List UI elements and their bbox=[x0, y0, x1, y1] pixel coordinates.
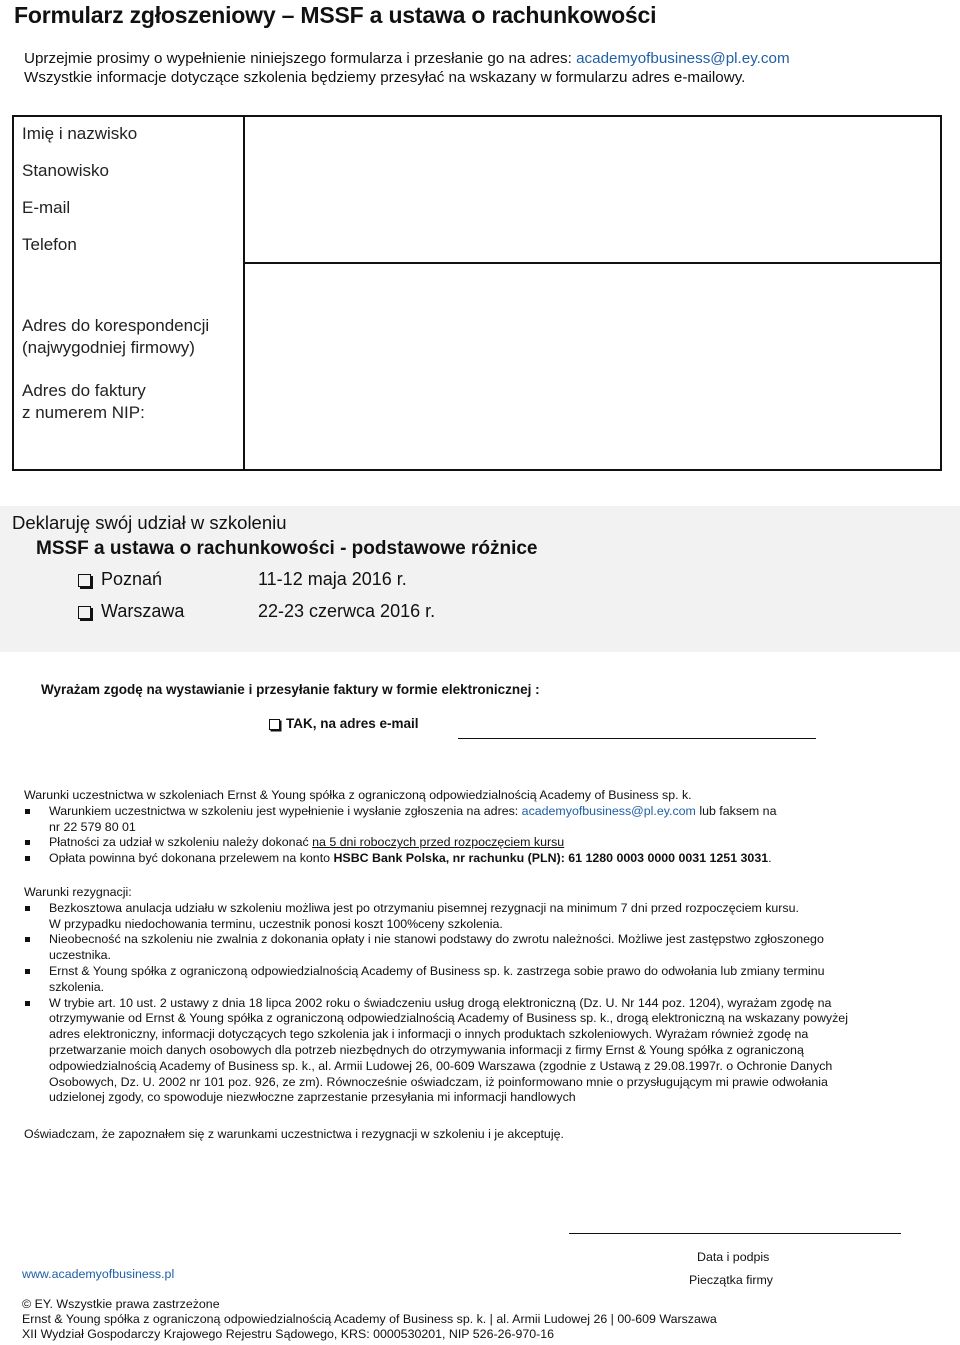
participation-declaration bbox=[0, 506, 960, 652]
checkbox-poznan[interactable] bbox=[78, 574, 91, 587]
address-field[interactable] bbox=[245, 264, 942, 469]
position-field[interactable] bbox=[245, 153, 942, 189]
option-poznan[interactable]: Poznań 11-12 maja 2016 r. bbox=[78, 569, 162, 590]
position-label: Stanowisko bbox=[22, 161, 109, 180]
cancellation-item: Bezkosztowa anulacja udziału w szkoleniu możliwa jest po otrzymaniu pisemnej rezygnacji na minimum 7 dni przed rozpoczęciem kursu. W przypadku niedochowania terminu, uczestnik ponosi koszt 100%ceny szkolenia. bbox=[24, 901, 944, 933]
cancellation-terms bbox=[24, 885, 944, 1106]
company-stamp-label: Pieczątka firmy bbox=[689, 1273, 773, 1287]
company-registry: XII Wydział Gospodarczy Krajowego Rejestru Sądowego, KRS: 0000530201, NIP 526-26-970-16 bbox=[22, 1327, 555, 1341]
option-poznan-date: 11-12 maja 2016 r. bbox=[258, 569, 407, 589]
correspondence-address-label: Adres do korespondencji bbox=[22, 316, 210, 335]
name-field[interactable] bbox=[245, 117, 942, 153]
intro-text: Uprzejmie prosimy o wypełnienie niniejszego formularza i przesłanie go na adres: academyofbusiness@pl.ey.com Wszystkie informacje dotyczące szkolenia będziemy przesyłać na wskazany w formularzu adres e-mailowy. bbox=[24, 50, 790, 86]
copyright: © EY. Wszystkie prawa zastrzeżone bbox=[22, 1297, 220, 1311]
name-label: Imię i nazwisko bbox=[22, 124, 138, 143]
checkbox-warszawa[interactable] bbox=[78, 606, 91, 619]
date-signature-label: Data i podpis bbox=[697, 1250, 770, 1264]
invoice-nip-label: z numerem NIP: bbox=[22, 403, 145, 422]
email-field[interactable] bbox=[245, 189, 942, 225]
terms-item: Opłata powinna być dokonana przelewem na konto HSBC Bank Polska, nr rachunku (PLN): 61 1280 0003 0000 0031 1251 3031. bbox=[24, 851, 944, 867]
einvoice-email-field[interactable] bbox=[458, 738, 816, 739]
intro-email-link[interactable]: academyofbusiness@pl.ey.com bbox=[576, 50, 790, 67]
page-title: Formularz zgłoszeniowy – MSSF a ustawa o rachunkowości bbox=[14, 2, 657, 28]
declaration-text: Deklaruję swój udział w szkoleniu bbox=[12, 512, 287, 533]
company-address: Ernst & Young spółka z ograniczoną odpowiedzialnością Academy of Business sp. k. | al. Armii Ludowej 26 | 00-609 Warszawa bbox=[22, 1312, 717, 1326]
invoice-address-label: Adres do faktury bbox=[22, 381, 146, 400]
cancellation-item: W trybie art. 10 ust. 2 ustawy z dnia 18 lipca 2002 roku o świadczeniu usług drogą elektroniczną (Dz. U. Nr 144 poz. 1204), wyrażam zgodę na otrzymywanie od Ernst & Young spółka z ograniczoną odpowiedzialnością Academy of Business sp. k., drogą elektroniczną na wskazany powyżej adres elektroniczny, informacji dotyczących tego szkolenia jak i informacji o innych produktach szkoleniowych. Wyrażam również zgodę na przetwarzanie moich danych osobowych dla potrzeb niezbędnych do otrzymywania informacji z firmy Ernst & Young spółka z ograniczoną odpowiedzialnością Academy of Business sp. k., al. Armii Ludowej 26, 00-609 Warszawa (zgodnie z Ustawą z 29.08.1997r. o Ochronie Danych Osobowych, Dz. U. 2002 nr 101 poz. 926, ze zm). Równocześnie oświadczam, iż poinformowano mnie o przysługującym mi prawie odwołania udzielonej zgody, co spowoduje niezwłoczne zaprzestanie przesyłania mi informacji handlowych bbox=[24, 996, 944, 1107]
terms-heading: Warunki uczestnictwa w szkoleniach Ernst & Young spółka z ograniczoną odpowiedzialnością Academy of Business sp. k. bbox=[24, 788, 692, 802]
cancellation-heading: Warunki rezygnacji: bbox=[24, 885, 132, 899]
phone-label: Telefon bbox=[22, 235, 77, 254]
participation-terms bbox=[24, 788, 944, 867]
signature-line[interactable] bbox=[569, 1233, 901, 1234]
correspondence-address-hint: (najwygodniej firmowy) bbox=[22, 338, 195, 357]
option-warszawa-date: 22-23 czerwca 2016 r. bbox=[258, 601, 436, 621]
checkbox-einvoice-yes[interactable] bbox=[269, 719, 280, 730]
cancellation-item: Nieobecność na szkoleniu nie zwalnia z dokonania opłaty i nie stanowi podstawy do zwrotu należności. Możliwe jest zastępstwo zgłoszonego uczestnika. bbox=[24, 932, 944, 964]
terms-item: Warunkiem uczestnictwa w szkoleniu jest wypełnienie i wysłanie zgłoszenia na adres: academyofbusiness@pl.ey.com lub faksem na nr 22 579 80 01 bbox=[24, 804, 944, 836]
course-title: MSSF a ustawa o rachunkowości - podstawowe różnice bbox=[36, 538, 538, 559]
einvoice-yes-option[interactable]: TAK, na adres e-mail bbox=[269, 716, 419, 731]
terms-item: Płatności za udział w szkoleniu należy dokonać na 5 dni roboczych przed rozpoczęciem kursu bbox=[24, 835, 944, 851]
website-link[interactable]: www.academyofbusiness.pl bbox=[22, 1267, 175, 1281]
email-label: E-mail bbox=[22, 198, 71, 217]
cancellation-item: Ernst & Young spółka z ograniczoną odpowiedzialnością Academy of Business sp. k. zastrzega sobie prawo do odwołania lub zmiany terminu szkolenia. bbox=[24, 964, 944, 996]
acceptance-statement: Oświadczam, że zapoznałem się z warunkami uczestnictwa i rezygnacji w szkoleniu i je akceptuję. bbox=[24, 1127, 564, 1141]
terms-email-link[interactable]: academyofbusiness@pl.ey.com bbox=[521, 803, 696, 818]
phone-field[interactable] bbox=[245, 225, 942, 261]
einvoice-consent: Wyrażam zgodę na wystawianie i przesyłanie faktury w formie elektronicznej : bbox=[41, 682, 540, 697]
registration-form-table bbox=[12, 115, 942, 471]
option-warszawa[interactable]: Warszawa 22-23 czerwca 2016 r. bbox=[78, 601, 184, 622]
